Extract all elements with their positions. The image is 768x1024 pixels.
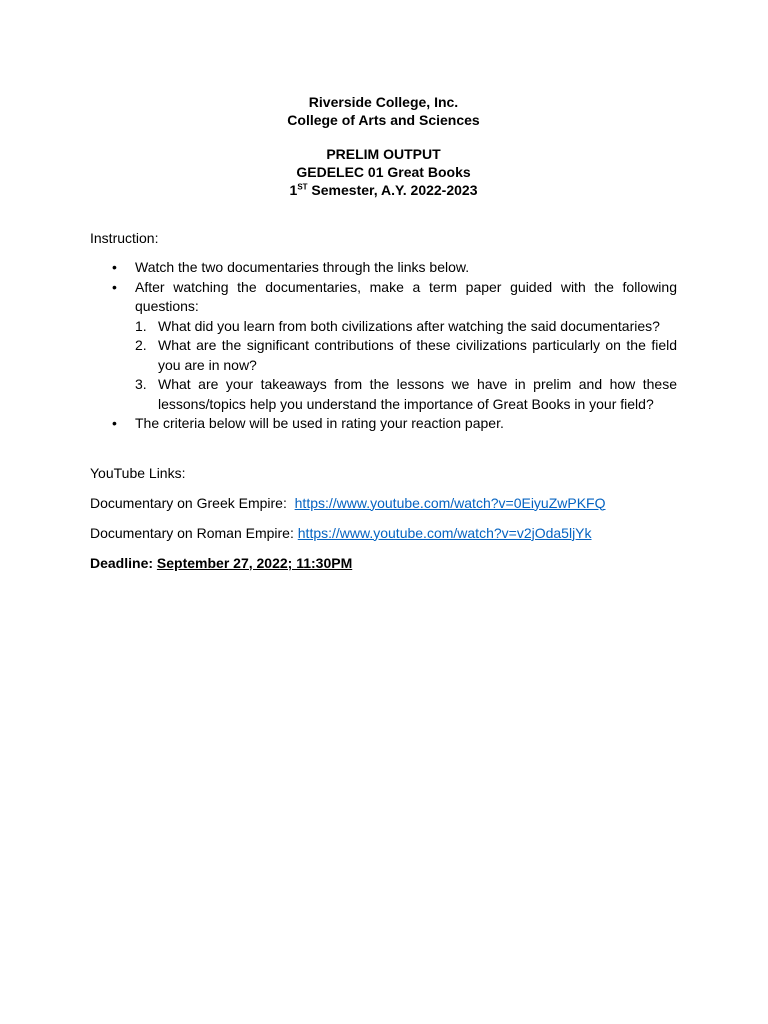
- semester-line: [90, 181, 677, 199]
- semester-suffix: ST: [297, 182, 308, 192]
- roman-documentary-link[interactable]: https://www.youtube.com/watch?v=v2jOda5ljYk: [297, 524, 592, 541]
- document-title: PRELIM OUTPUT: [326, 146, 441, 162]
- question-number: 2.: [135, 337, 147, 353]
- bullet-icon: •: [112, 278, 117, 295]
- question-text: What did you learn from both civilizations after watching the said documentaries?: [158, 317, 660, 334]
- question-number: 1.: [135, 317, 147, 334]
- deadline-date: September 27, 2022; 11:30PM: [156, 554, 353, 571]
- instruction-text: Watch the two documentaries through the links below.: [135, 259, 470, 275]
- roman-documentary-line: [90, 524, 677, 542]
- question-text: What are your takeaways from the lessons we have in prelim and how these lessons/topics help you understand the importance of Great Books in your field?: [158, 376, 677, 412]
- course-name: GEDELEC 01 Great Books: [296, 164, 471, 180]
- bullet-icon: •: [112, 415, 117, 431]
- instruction-list: [90, 258, 677, 434]
- deadline-line: [90, 554, 677, 572]
- question-list: [135, 317, 677, 415]
- college-name: College of Arts and Sciences: [287, 112, 480, 128]
- list-item: [90, 258, 677, 278]
- list-item: [90, 278, 677, 415]
- question-number: 3.: [135, 376, 147, 392]
- document-header: [90, 93, 677, 199]
- greek-documentary-line: [90, 494, 677, 512]
- list-item: [90, 414, 677, 434]
- greek-documentary-label: Documentary on Greek Empire:: [90, 494, 295, 511]
- question-item: [135, 317, 677, 337]
- semester-number: 1: [289, 182, 298, 198]
- greek-documentary-link[interactable]: https://www.youtube.com/watch?v=0EiyuZwPKFQ: [294, 494, 606, 511]
- youtube-links-label: YouTube Links:: [90, 464, 186, 481]
- semester-text: Semester, A.Y. 2022-2023: [307, 182, 478, 198]
- institution-name: Riverside College, Inc.: [308, 94, 459, 110]
- bullet-icon: •: [112, 259, 117, 275]
- document-page: [90, 93, 677, 572]
- roman-documentary-label: Documentary on Roman Empire:: [90, 524, 298, 541]
- instruction-text: The criteria below will be used in rating your reaction paper.: [135, 415, 504, 431]
- question-text: What are the significant contributions of these civilizations particularly on the field you are in now?: [158, 337, 677, 373]
- question-item: [135, 336, 677, 375]
- instruction-text: After watching the documentaries, make a term paper guided with the following questions:: [135, 278, 677, 314]
- question-item: [135, 375, 677, 414]
- instruction-label: Instruction:: [90, 230, 159, 246]
- deadline-label: Deadline:: [90, 554, 157, 571]
